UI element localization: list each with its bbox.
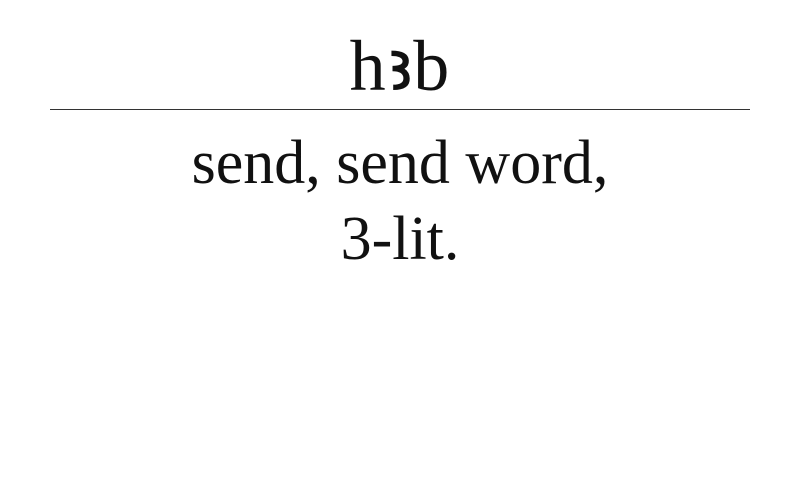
divider-rule: [50, 109, 750, 110]
meaning-line-2: 3-lit.: [340, 205, 460, 273]
meaning-line-1: send, send word,: [191, 129, 609, 197]
meaning: [0, 125, 800, 277]
headword: hꜣb: [349, 26, 451, 106]
